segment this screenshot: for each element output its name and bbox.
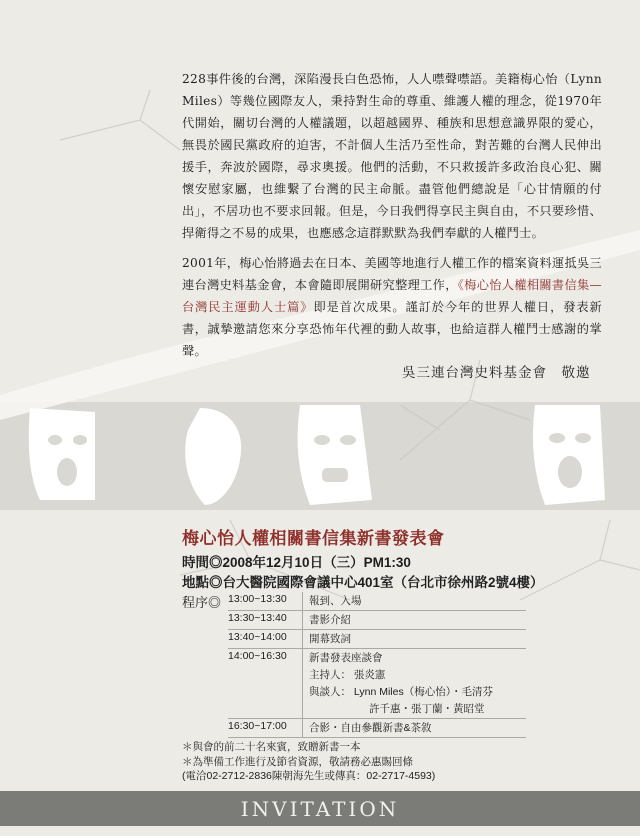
intro-paragraph-2 [182,252,602,362]
intro-paragraph-2-start: 2001年，梅心怡將過去在日本、美國等地進行人權工作的檔案資料運抵吳三連台灣史料基金會，本會隨即展開研究整理工作， [182,256,602,292]
program-time: 16:30~17:00 [228,720,287,732]
intro-paragraph-2-end: 即是首次成果。謹訂於今年的世界人權日，發表新書，誠摯邀請您來分享恐怖年代裡的動人故事，也給這群人權鬥士感謝的掌聲。 [182,300,602,358]
footer-banner [0,791,640,826]
signature: 吳三連台灣史料基金會 敬邀 [402,365,591,381]
bottom-strip [0,826,640,836]
program-item: 報到、入場 [309,595,362,607]
program-row [228,611,526,630]
event-time: 時間◎2008年12月10日（三）PM1:30 [182,555,411,570]
program-item-forum [309,649,526,718]
event-place: 地點◎台大醫院國際會議中心401室（台北市徐州路2號4樓） [182,575,544,590]
program-row [228,592,526,611]
notes [182,740,435,784]
program-item: 書影介紹 [309,614,351,626]
program-panelists-continued: 許千惠・張丁蘭・黃昭堂 [369,703,485,715]
divider [302,592,303,610]
program-time: 14:00~16:30 [228,650,287,662]
screaming-face-right [533,405,605,505]
note-gift: ＊與會的前二十名來賓，致贈新書一本 [182,741,361,753]
program-label: 程序◎ [182,595,222,610]
program-row [228,649,526,719]
book-title-highlight: 《梅心怡人權相關書信集—台灣民主運動人士篇》 [182,278,603,314]
program-item: 合影・自由參觀新書&茶敘 [309,722,432,734]
intro-paragraph-1: 228事件後的台灣，深陷漫長白色恐怖，人人噤聲噤語。美籍梅心怡（Lynn Miles）等幾位國際友人，秉持對生命的尊重、維護人權的理念，從1970年代開始，關切台灣的人權議題，以超越國界、種族和思想意識界限的愛心，無畏於國民黨政府的迫害，不計個人生活乃至性命，對苦難的台灣人民伸出援手，奔波於國際，尋求奧援。他們的活動，不只救援許多政治良心犯、關懷安慰家屬，也維繫了台灣的民主命脈。盡管他們總說是「心甘情願的付出」，不居功也不要求回報。但是，今日我們得享民主與自由，不只要珍惜、捍衛得之不易的成果，也應感念這群默默為我們奉獻的人權鬥士。 [182,72,602,240]
program-time: 13:00~13:30 [228,593,287,605]
face-center [298,405,372,505]
program-row [228,630,526,649]
screaming-face-left [29,408,95,500]
program-item: 新書發表座談會 [309,652,383,664]
program-time: 13:40~14:00 [228,631,287,643]
program-table [228,592,526,738]
note-contact: (電洽02-2712-2836陳朝海先生或傳真：02-2717-4593) [182,770,436,782]
divider [302,611,303,629]
taiwan-island-shape [185,408,241,505]
program-panelists: 與談人： Lynn Miles（梅心怡）・毛清芬 [309,686,493,698]
divider [302,630,303,648]
program-row [228,719,526,738]
intro-text [182,68,602,370]
footer-label: INVITATION [240,796,400,821]
program-item: 開幕致詞 [309,633,351,645]
note-rsvp: ＊為準備工作進行及節省資源，敬請務必惠賜回條 [182,755,413,768]
program-host: 主持人： 張炎憲 [309,669,386,681]
program-time: 13:30~13:40 [228,612,287,624]
event-title: 梅心怡人權相關書信集新書發表會 [182,529,445,549]
divider [302,649,303,718]
divider [302,719,303,737]
